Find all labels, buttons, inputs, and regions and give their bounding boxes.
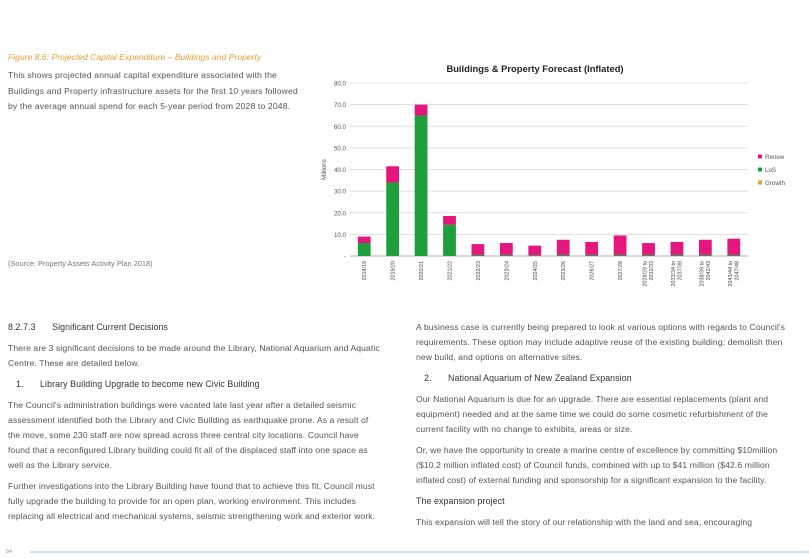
y-tick-label: 40.0	[333, 167, 346, 174]
y-tick-label: 70.0	[333, 102, 346, 110]
y-tick-label: 50.0	[333, 145, 346, 153]
paragraph: Our National Aquarium is due for an upgrade. There are essential replacements (plant and equipment) needed and at the same time we could do some cosmetic refurbishment of the current facility with no change to exhibits, areas or size.	[416, 394, 769, 434]
legend-swatch	[758, 168, 762, 172]
y-tick-label: 20.0	[333, 210, 346, 218]
y-tick-label: -	[343, 253, 346, 261]
list-title: Library Building Upgrade to become new Civic Building	[40, 379, 260, 389]
bar-renew	[472, 244, 485, 255]
x-tick-label: 2027/28	[618, 261, 625, 281]
x-tick-label: 2028/29 to2032/33	[642, 261, 655, 287]
footer-rule	[30, 551, 809, 553]
bar-renew	[585, 242, 598, 255]
bar-los	[386, 182, 399, 256]
x-tick-label: 2023/24	[504, 261, 511, 281]
x-tick-label: 2018/19	[362, 261, 369, 281]
bar-renew	[699, 240, 712, 255]
y-tick-label: 10.0	[333, 231, 346, 239]
subheading: The expansion project	[416, 496, 505, 506]
bar-los	[557, 255, 570, 256]
bar-renew	[727, 239, 740, 255]
x-tick-label: 2021/22	[447, 261, 454, 281]
paragraph: A business case is currently being prepared to look at various options with regards to Council's requirements. These option may include adaptive reuse of the existing building; demolish then new build, and options on alternative sites.	[416, 322, 786, 362]
legend-label: Renew	[765, 153, 785, 161]
x-tick-label: 2038/39 to2042/43	[699, 261, 712, 287]
y-axis-label: Millions	[321, 159, 328, 180]
bar-renew	[358, 237, 371, 243]
bar-chart	[318, 78, 788, 303]
bar-los	[671, 255, 684, 256]
bar-los	[699, 255, 712, 256]
bar-los	[472, 255, 485, 256]
paragraph: Further investigations into the Library Building have found that to achieve this fit, Council must fully upgrade the building to provide for an open plan, working environment. This includes replacing all electrical and mechanical systems, seismic strengthening work and exterior work.	[8, 481, 376, 521]
y-tick-label: 30.0	[333, 188, 346, 196]
list-number: 2.	[424, 373, 432, 383]
paragraph: The Council's administration buildings were vacated late last year after a detailed seismic assessment identified both the Library and Civic Building as earthquake prone. As a result of the move, some 230 staff are now spread across three central city locations. Council have found that a reconfigured Library building could fit all of the displaced staff into one space as well as the Library service.	[8, 400, 369, 470]
legend-label: Growth	[765, 179, 785, 187]
bar-los	[358, 243, 371, 256]
bar-los	[500, 255, 513, 256]
x-tick-label: 2025/26	[561, 261, 568, 281]
list-heading-2	[416, 371, 786, 386]
y-tick-label: 60.0	[333, 123, 346, 131]
legend-swatch	[758, 155, 762, 159]
x-tick-label: 2026/27	[589, 261, 596, 281]
bar-los	[727, 255, 740, 256]
bar-renew	[500, 243, 513, 255]
x-tick-label: 2020/21	[419, 261, 426, 281]
legend-label: LoS	[765, 166, 777, 174]
bar-renew	[614, 235, 627, 254]
list-number: 1.	[16, 379, 24, 389]
bar-renew	[386, 166, 399, 182]
section-heading	[8, 320, 380, 335]
x-tick-label: 2024/25	[532, 261, 539, 281]
bar-los	[585, 255, 598, 256]
bar-los	[415, 115, 428, 256]
bar-renew	[443, 216, 456, 225]
paragraph: This expansion will tell the story of our relationship with the land and sea, encouraging	[416, 517, 753, 527]
figure-intro: This shows projected annual capital expenditure associated with the Buildings and Property infrastructure assets for the first 10 years followed by the average annual spend for each 5-year period from 2028 to 2048.	[8, 70, 298, 111]
list-title: National Aquarium of New Zealand Expansion	[448, 373, 632, 383]
right-column	[416, 320, 786, 530]
list-heading-1	[8, 377, 380, 392]
x-tick-label: 2019/20	[390, 261, 397, 281]
bar-renew	[642, 243, 655, 255]
bar-los	[528, 255, 541, 256]
paragraph: Or, we have the opportunity to create a marine centre of excellence by committing $10million ($10.2 million inflated cost) of Council funds, combined with up to $41 million ($42.6 million inflated cost) of external funding and sponsorship for a significant expansion to the facility.	[416, 445, 778, 485]
figure-source: (Source: Property Assets Activity Plan 2018)	[8, 259, 153, 268]
left-column	[8, 320, 380, 524]
bar-los	[642, 255, 655, 256]
paragraph: There are 3 significant decisions to be made around the Library, National Aquarium and Aquatic Centre. These are detailed below.	[8, 343, 380, 368]
bar-los	[614, 255, 627, 256]
bar-renew	[415, 105, 428, 116]
bar-los	[443, 225, 456, 256]
section-title: Significant Current Decisions	[52, 322, 168, 332]
figure-caption: Figure 8.6: Projected Capital Expenditure – Buildings and Property	[8, 52, 262, 62]
bar-renew	[671, 242, 684, 255]
x-tick-label: 2033/34 to2037/38	[670, 261, 684, 287]
y-tick-label: 80.0	[333, 80, 346, 88]
x-tick-label: 2043/44 to2047/48	[727, 261, 741, 287]
legend-swatch	[758, 181, 762, 185]
bar-renew	[557, 240, 570, 255]
chart-title: Buildings & Property Forecast (Inflated)	[446, 63, 624, 74]
section-number: 8.2.7.3	[8, 322, 36, 332]
bar-renew	[528, 246, 541, 256]
x-tick-label: 2022/23	[475, 261, 482, 281]
page-number: 84	[6, 549, 13, 555]
